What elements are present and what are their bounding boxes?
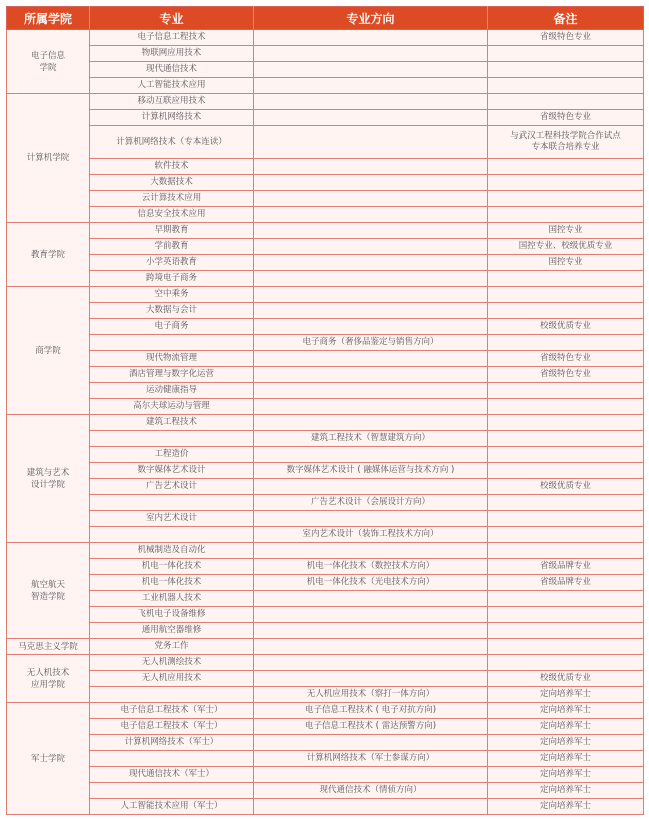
- college-cell: 军士学院: [7, 703, 90, 815]
- direction-cell: [254, 319, 488, 335]
- direction-cell: [254, 383, 488, 399]
- note-cell: 国控专业、校级优质专业: [488, 239, 644, 255]
- major-cell: 现代通信技术（军士）: [90, 767, 254, 783]
- direction-cell: [254, 287, 488, 303]
- major-cell: 信息安全技术应用: [90, 207, 254, 223]
- major-cell: 软件技术: [90, 159, 254, 175]
- college-cell: 建筑与艺术 设计学院: [7, 415, 90, 543]
- college-cell: 无人机技术 应用学院: [7, 655, 90, 703]
- direction-cell: 数字媒体艺术设计 ( 融媒体运营与技术方向 ): [254, 463, 488, 479]
- major-cell: 无人机测绘技术: [90, 655, 254, 671]
- major-cell: 跨境电子商务: [90, 271, 254, 287]
- table-row: [7, 255, 644, 271]
- note-cell: [488, 94, 644, 110]
- major-cell: [90, 687, 254, 703]
- major-cell: 机电一体化技术: [90, 575, 254, 591]
- direction-cell: [254, 175, 488, 191]
- note-cell: [488, 191, 644, 207]
- table-row: [7, 415, 644, 431]
- direction-cell: 电子商务（奢侈品鉴定与销售方向）: [254, 335, 488, 351]
- note-cell: [488, 303, 644, 319]
- major-cell: 计算机网络技术（军士）: [90, 735, 254, 751]
- table-row: [7, 30, 644, 46]
- note-cell: 国控专业: [488, 223, 644, 239]
- direction-cell: 无人机应用技术（察打一体方向）: [254, 687, 488, 703]
- table-row: [7, 175, 644, 191]
- direction-cell: [254, 367, 488, 383]
- table-row: [7, 159, 644, 175]
- table-row: [7, 239, 644, 255]
- college-cell: 电子信息 学院: [7, 30, 90, 94]
- note-cell: 定向培养军士: [488, 751, 644, 767]
- direction-cell: [254, 126, 488, 159]
- table-row: [7, 62, 644, 78]
- major-cell: [90, 783, 254, 799]
- direction-cell: [254, 94, 488, 110]
- note-cell: 省级特色专业: [488, 110, 644, 126]
- direction-cell: [254, 30, 488, 46]
- direction-cell: [254, 623, 488, 639]
- direction-cell: [254, 639, 488, 655]
- major-cell: 党务工作: [90, 639, 254, 655]
- note-cell: 定向培养军士: [488, 735, 644, 751]
- table-row: [7, 431, 644, 447]
- table-row: [7, 399, 644, 415]
- table-row: [7, 511, 644, 527]
- direction-cell: 广告艺术设计（会展设计方向）: [254, 495, 488, 511]
- table-row: [7, 767, 644, 783]
- direction-cell: [254, 735, 488, 751]
- note-cell: 校级优质专业: [488, 671, 644, 687]
- major-cell: 移动互联应用技术: [90, 94, 254, 110]
- major-cell: 工程造价: [90, 447, 254, 463]
- major-cell: 电子信息工程技术（军士）: [90, 719, 254, 735]
- majors-table: [6, 6, 644, 815]
- note-cell: [488, 527, 644, 543]
- note-cell: [488, 591, 644, 607]
- table-row: [7, 46, 644, 62]
- major-cell: 现代通信技术: [90, 62, 254, 78]
- note-cell: [488, 62, 644, 78]
- note-cell: [488, 415, 644, 431]
- note-cell: [488, 543, 644, 559]
- note-cell: [488, 495, 644, 511]
- major-cell: 电子商务: [90, 319, 254, 335]
- major-cell: 数字媒体艺术设计: [90, 463, 254, 479]
- table-row: [7, 575, 644, 591]
- note-cell: 省级特色专业: [488, 30, 644, 46]
- note-cell: [488, 207, 644, 223]
- direction-cell: 机电一体化技术（光电技术方向）: [254, 575, 488, 591]
- table-row: [7, 639, 644, 655]
- major-cell: [90, 431, 254, 447]
- table-row: [7, 383, 644, 399]
- note-cell: [488, 78, 644, 94]
- note-cell: [488, 607, 644, 623]
- major-cell: 计算机网络技术（专本连读）: [90, 126, 254, 159]
- major-cell: 建筑工程技术: [90, 415, 254, 431]
- note-cell: [488, 287, 644, 303]
- direction-cell: [254, 223, 488, 239]
- college-cell: 计算机学院: [7, 94, 90, 223]
- note-cell: [488, 175, 644, 191]
- major-cell: 无人机应用技术: [90, 671, 254, 687]
- major-cell: 酒店管理与数字化运营: [90, 367, 254, 383]
- table-row: [7, 126, 644, 159]
- table-row: [7, 607, 644, 623]
- college-cell: 马克思主义学院: [7, 639, 90, 655]
- direction-cell: [254, 399, 488, 415]
- direction-cell: [254, 415, 488, 431]
- table-row: [7, 335, 644, 351]
- direction-cell: 建筑工程技术（智慧建筑方向）: [254, 431, 488, 447]
- college-cell: 航空航天 智造学院: [7, 543, 90, 639]
- table-row: [7, 447, 644, 463]
- table-row: [7, 207, 644, 223]
- major-cell: 早期教育: [90, 223, 254, 239]
- direction-cell: [254, 655, 488, 671]
- note-cell: [488, 46, 644, 62]
- direction-cell: [254, 351, 488, 367]
- direction-cell: [254, 239, 488, 255]
- note-cell: [488, 623, 644, 639]
- table-row: [7, 78, 644, 94]
- table-row: [7, 287, 644, 303]
- table-row: [7, 799, 644, 815]
- major-cell: 电子信息工程技术（军士）: [90, 703, 254, 719]
- direction-cell: [254, 78, 488, 94]
- major-cell: 小学英语教育: [90, 255, 254, 271]
- table-row: [7, 559, 644, 575]
- table-row: [7, 783, 644, 799]
- major-cell: [90, 751, 254, 767]
- direction-cell: [254, 271, 488, 287]
- table-row: [7, 591, 644, 607]
- table-row: [7, 751, 644, 767]
- note-cell: 定向培养军士: [488, 799, 644, 815]
- table-row: [7, 719, 644, 735]
- table-row: [7, 671, 644, 687]
- direction-cell: [254, 511, 488, 527]
- major-cell: 工业机器人技术: [90, 591, 254, 607]
- note-cell: [488, 399, 644, 415]
- direction-cell: 室内艺术设计（装饰工程技术方向）: [254, 527, 488, 543]
- table-row: [7, 463, 644, 479]
- header-row: [7, 7, 644, 30]
- note-cell: 定向培养军士: [488, 719, 644, 735]
- direction-cell: [254, 543, 488, 559]
- major-cell: 大数据技术: [90, 175, 254, 191]
- note-cell: [488, 335, 644, 351]
- table-body: [7, 30, 644, 815]
- major-cell: 人工智能技术应用: [90, 78, 254, 94]
- major-cell: 广告艺术设计: [90, 479, 254, 495]
- note-cell: 定向培养军士: [488, 783, 644, 799]
- header-college: 所属学院: [7, 7, 90, 30]
- college-cell: 教育学院: [7, 223, 90, 287]
- major-cell: 现代物流管理: [90, 351, 254, 367]
- note-cell: [488, 639, 644, 655]
- direction-cell: [254, 46, 488, 62]
- table-row: [7, 495, 644, 511]
- table-row: [7, 223, 644, 239]
- table-row: [7, 94, 644, 110]
- major-cell: 运动健康指导: [90, 383, 254, 399]
- direction-cell: [254, 607, 488, 623]
- direction-cell: [254, 671, 488, 687]
- direction-cell: [254, 447, 488, 463]
- major-cell: 通用航空器维修: [90, 623, 254, 639]
- major-cell: 机电一体化技术: [90, 559, 254, 575]
- table-row: [7, 303, 644, 319]
- table-row: [7, 351, 644, 367]
- direction-cell: 机电一体化技术（数控技术方向）: [254, 559, 488, 575]
- table-row: [7, 687, 644, 703]
- direction-cell: 电子信息工程技术 ( 电子对抗方向): [254, 703, 488, 719]
- note-cell: [488, 447, 644, 463]
- table-row: [7, 655, 644, 671]
- note-cell: 与武汉工程科技学院合作试点 专本联合培养专业: [488, 126, 644, 159]
- table-row: [7, 703, 644, 719]
- major-cell: 计算机网络技术: [90, 110, 254, 126]
- note-cell: 省级特色专业: [488, 351, 644, 367]
- major-cell: 空中乘务: [90, 287, 254, 303]
- major-cell: 云计算技术应用: [90, 191, 254, 207]
- table-row: [7, 735, 644, 751]
- note-cell: [488, 463, 644, 479]
- note-cell: 校级优质专业: [488, 319, 644, 335]
- direction-cell: [254, 207, 488, 223]
- direction-cell: [254, 255, 488, 271]
- header-note: 备注: [488, 7, 644, 30]
- direction-cell: [254, 159, 488, 175]
- direction-cell: [254, 799, 488, 815]
- direction-cell: 现代通信技术（情侦方向）: [254, 783, 488, 799]
- major-cell: 飞机电子设备维修: [90, 607, 254, 623]
- note-cell: 省级品牌专业: [488, 559, 644, 575]
- note-cell: 校级优质专业: [488, 479, 644, 495]
- header-major: 专业: [90, 7, 254, 30]
- note-cell: 定向培养军士: [488, 687, 644, 703]
- table-row: [7, 367, 644, 383]
- table-row: [7, 191, 644, 207]
- note-cell: [488, 655, 644, 671]
- major-cell: 学前教育: [90, 239, 254, 255]
- table-row: [7, 623, 644, 639]
- header-direction: 专业方向: [254, 7, 488, 30]
- major-cell: 高尔夫球运动与管理: [90, 399, 254, 415]
- table-row: [7, 543, 644, 559]
- table-row: [7, 319, 644, 335]
- table-row: [7, 110, 644, 126]
- direction-cell: [254, 479, 488, 495]
- major-cell: [90, 335, 254, 351]
- major-cell: 室内艺术设计: [90, 511, 254, 527]
- major-cell: [90, 527, 254, 543]
- major-cell: 电子信息工程技术: [90, 30, 254, 46]
- table-row: [7, 479, 644, 495]
- direction-cell: [254, 767, 488, 783]
- major-cell: 人工智能技术应用（军士）: [90, 799, 254, 815]
- note-cell: [488, 511, 644, 527]
- note-cell: 定向培养军士: [488, 767, 644, 783]
- major-cell: 机械制造及自动化: [90, 543, 254, 559]
- note-cell: 国控专业: [488, 255, 644, 271]
- note-cell: 省级品牌专业: [488, 575, 644, 591]
- direction-cell: [254, 191, 488, 207]
- note-cell: 省级特色专业: [488, 367, 644, 383]
- major-cell: 大数据与会计: [90, 303, 254, 319]
- direction-cell: [254, 110, 488, 126]
- major-cell: 物联网应用技术: [90, 46, 254, 62]
- direction-cell: [254, 62, 488, 78]
- note-cell: [488, 383, 644, 399]
- direction-cell: 电子信息工程技术 ( 雷达预警方向): [254, 719, 488, 735]
- note-cell: [488, 159, 644, 175]
- table-row: [7, 271, 644, 287]
- major-cell: [90, 495, 254, 511]
- direction-cell: [254, 303, 488, 319]
- direction-cell: 计算机网络技术（军士参谋方向）: [254, 751, 488, 767]
- direction-cell: [254, 591, 488, 607]
- note-cell: [488, 431, 644, 447]
- college-cell: 商学院: [7, 287, 90, 415]
- table-row: [7, 527, 644, 543]
- note-cell: [488, 271, 644, 287]
- note-cell: 定向培养军士: [488, 703, 644, 719]
